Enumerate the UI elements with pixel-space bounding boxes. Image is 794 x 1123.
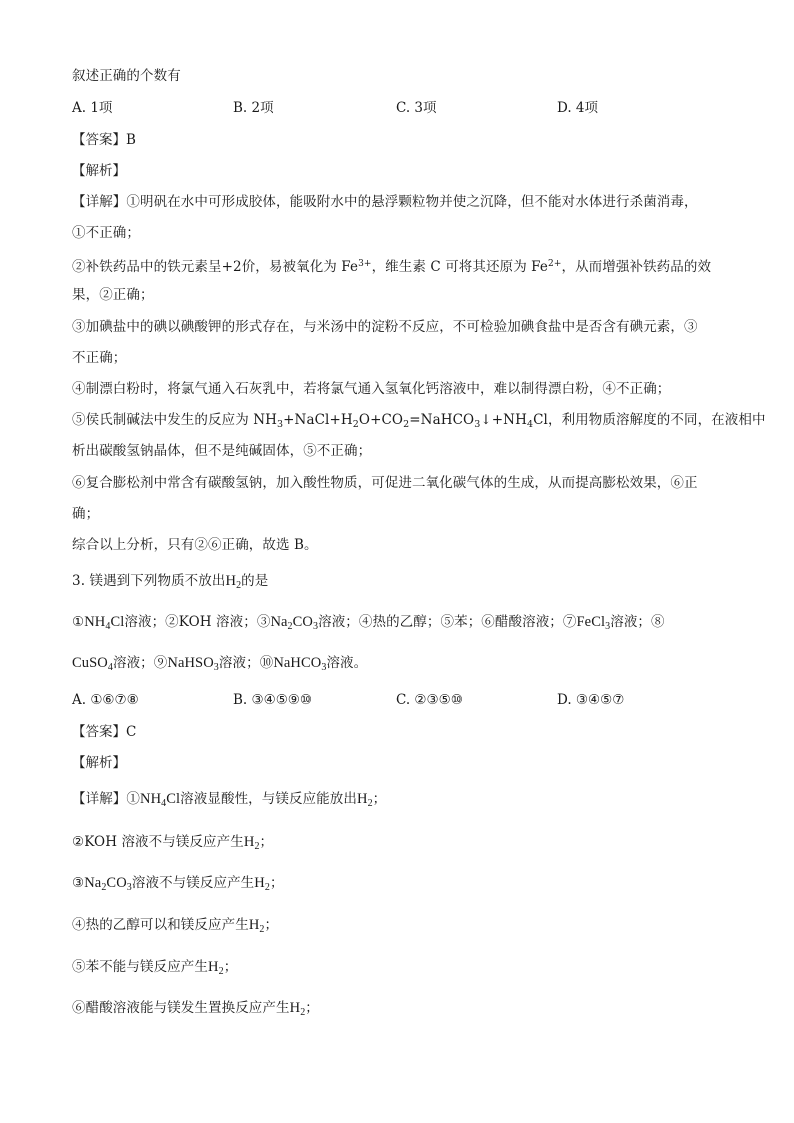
question-3-stem: 3. 镁遇到下列物质不放出$H_2$的是 [72, 573, 269, 591]
explanation-line: 【详解】①明矾在水中可形成胶体，能吸附水中的悬浮颗粒物并使之沉降，但不能对水体进行杀菌消毒， [72, 194, 698, 210]
explanation-line: 【详解】$①NH_4Cl$溶液显酸性，与镁反应能放出$H_2$； [72, 791, 387, 809]
option-c: C. 3项 [396, 100, 437, 116]
option-a: A. 1项 [72, 100, 113, 116]
explanation-line: 果，②正确； [72, 287, 154, 303]
explanation-line: ⑥醋酸溶液能与镁发生置换反应产生$H_2$； [72, 1000, 319, 1018]
option-c: C. ②③⑤⑩ [396, 692, 463, 708]
explanation-line: ⑤苯不能与镁反应产生$H_2$； [72, 959, 238, 977]
question-3-items-line-2: CuSO$_4$溶液；⑨NaHSO$_3$溶液；⑩NaHCO$_3$溶液。 [72, 655, 368, 673]
option-b: B. ③④⑤⑨⑩ [233, 692, 313, 708]
conclusion-line: 综合以上分析，只有②⑥正确，故选 B。 [72, 537, 318, 553]
explanation-line: ⑥复合膨松剂中常含有碳酸氢钠，加入酸性物质，可促进二氧化碳气体的生成，从而提高膨松效果，⑥正 [72, 475, 698, 491]
explanation-line: ②补铁药品中的铁元素呈+2价，易被氧化为 $Fe^{3+}$，维生素 C 可将其还原为 $Fe^{2+}$，从而增强补铁药品的效 [72, 259, 712, 275]
explanation-line: ④热的乙醇可以和镁反应产生$H_2$； [72, 917, 279, 935]
explanation-line: ③加碘盐中的碘以碘酸钾的形式存在，与米汤中的淀粉不反应，不可检验加碘食盐中是否含有碘元素，③ [72, 319, 698, 335]
explanation-line: ①不正确； [72, 225, 140, 241]
option-a: A. ①⑥⑦⑧ [72, 692, 139, 708]
explanation-line: ④制漂白粉时，将氯气通入石灰乳中，若将氯气通入氢氧化钙溶液中，难以制得漂白粉，④不正确； [72, 381, 671, 397]
answer-label: 【答案】C [72, 724, 137, 740]
explanation-line: 确； [72, 506, 100, 522]
explanation-line: $③Na_2CO_3$溶液不与镁反应产生$H_2$； [72, 875, 284, 893]
analysis-label: 【解析】 [72, 755, 126, 771]
option-d: D. ③④⑤⑦ [557, 692, 625, 708]
explanation-line: 不正确； [72, 350, 127, 366]
option-b: B. 2项 [233, 100, 274, 116]
explanation-line: ⑤侯氏制碱法中发生的反应为 $NH_3+NaCl+H_2O+CO_2=NaHCO_3↓+NH_4Cl$，利用物质溶解度的不同，在液相中 [72, 412, 766, 430]
answer-label: 【答案】B [72, 132, 136, 148]
question-stem-tail: 叙述正确的个数有 [72, 68, 181, 84]
explanation-line: 析出碳酸氢钠晶体，但不是纯碱固体，⑤不正确； [72, 443, 372, 459]
option-d: D. 4项 [557, 100, 599, 116]
analysis-label: 【解析】 [72, 163, 126, 179]
explanation-line: ②KOH 溶液不与镁反应产生$H_2$； [72, 834, 274, 852]
question-3-items-line-1: $①NH_4Cl$溶液；②KOH 溶液；$③Na_2CO_3$溶液；④热的乙醇；⑤苯；⑥醋酸溶液；⑦FeCl$_3$溶液；⑧ [72, 614, 665, 632]
